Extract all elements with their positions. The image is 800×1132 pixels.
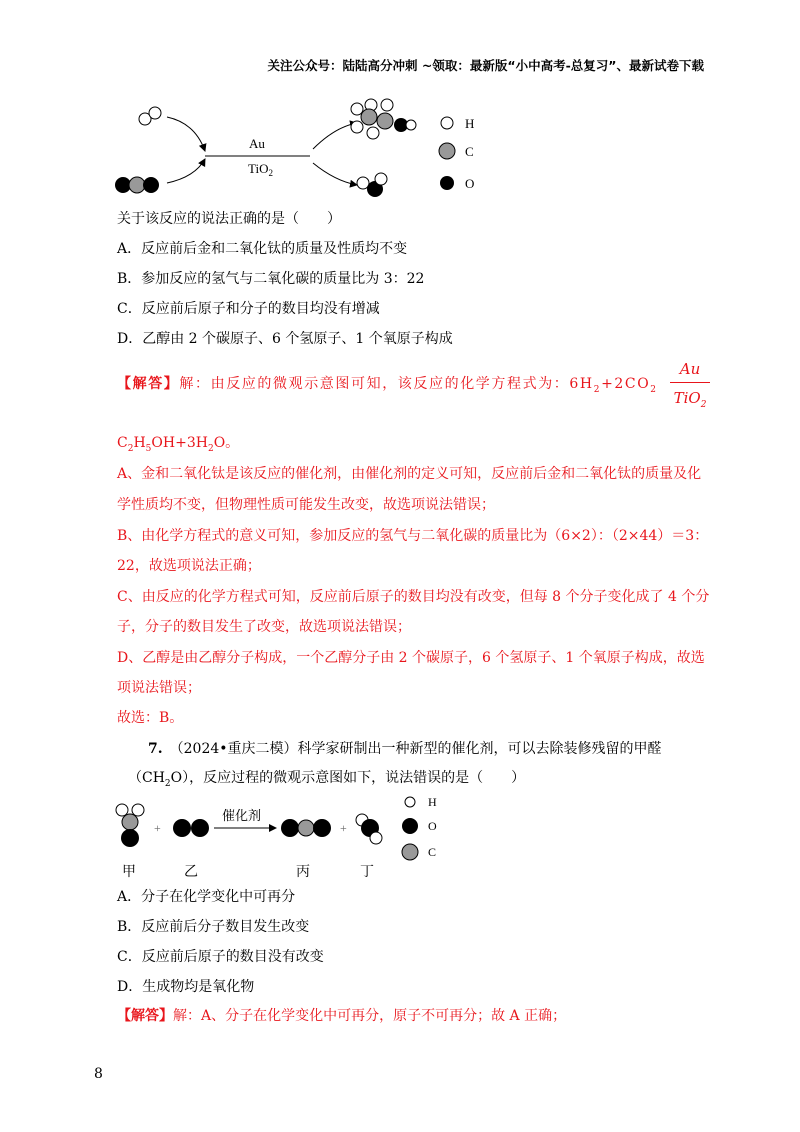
hydrogen-atom <box>357 177 369 189</box>
carbon-atom <box>129 177 145 193</box>
legend-h-label: H <box>428 795 437 809</box>
label-bing: 丙 <box>296 865 310 880</box>
hydrogen-atom <box>351 121 363 133</box>
arrow-out-top <box>313 123 357 149</box>
oxygen-atom <box>143 177 159 193</box>
q6-option-d: D．乙醇由 2 个碳原子、6 个氢原子、1 个氧原子构成 <box>117 331 453 347</box>
answer-tag: 【解答】 <box>117 376 180 392</box>
plus-sign: + <box>340 821 347 835</box>
fraction-top: Au <box>670 360 710 383</box>
q7-option-d: D．生成物均是氧化物 <box>117 979 255 995</box>
carbon-atom <box>361 109 377 125</box>
q6-explain-b2: 22，故选项说法正确； <box>117 558 261 574</box>
q6-explain-b1: B、由化学方程式的意义可知，参加反应的氢气与二氧化碳的质量比为（6×2）：（2×44）＝3： <box>117 528 709 544</box>
q6-explain-d2: 项说法错误； <box>117 680 201 696</box>
q7-option-c: C．反应前后原子的数目没有改变 <box>117 949 324 965</box>
legend-c-swatch <box>402 844 418 860</box>
plus-sign: + <box>154 821 161 835</box>
q6-equation-product: $C_2H_5OH+3H_2O$。 <box>117 435 240 454</box>
label-yi: 乙 <box>184 865 198 880</box>
label-ding: 丁 <box>360 865 374 880</box>
reaction-diagram-1 <box>105 95 505 205</box>
oxygen-atom <box>313 819 331 837</box>
arrow-out-bottom <box>313 163 357 185</box>
q6-explain-c1: C、由反应的化学方程式可知，反应前后原子的数目均没有改变，但每 8 个分子变化成了 4 个分 <box>117 589 710 605</box>
legend-o-swatch <box>440 176 454 190</box>
reaction-diagram-2 <box>110 790 470 882</box>
hydrogen-atom <box>351 103 363 115</box>
hydrogen-atom <box>375 173 387 185</box>
label-jia: 甲 <box>122 865 136 880</box>
oxygen-atom <box>173 819 191 837</box>
catalyst-tio2: TiO$_2$ <box>248 161 273 178</box>
carbon-atom <box>122 814 138 830</box>
q6-stem: 关于该反应的说法正确的是（ ） <box>117 211 341 227</box>
arrow-in-top <box>167 117 205 151</box>
hydrogen-atom <box>116 804 128 816</box>
q6-explain-c2: 子，分子的数目发生了改变，故选项说法错误； <box>117 619 411 635</box>
fraction-bottom: TiO$_2$ <box>673 389 707 410</box>
hydrogen-atom <box>367 127 379 139</box>
q7-number: 7. <box>148 741 163 757</box>
carbon-atom <box>377 113 393 129</box>
q7-option-a: A．分子在化学变化中可再分 <box>117 889 296 905</box>
hydrogen-atom <box>149 107 161 119</box>
carbon-atom <box>298 820 314 836</box>
q6-option-c: C．反应前后原子和分子的数目均没有增减 <box>117 301 380 317</box>
legend-c-label: C <box>465 144 474 159</box>
legend-c-label: C <box>428 845 437 859</box>
q7-stem-line1: 7. （2024•重庆二模）科学家研制出一种新型的催化剂，可以去除装修残留的甲醛 <box>148 741 662 757</box>
legend-h-swatch <box>441 117 453 129</box>
q6-explain-a2: 学性质均不变，但物理性质可能发生改变，故选项说法错误； <box>117 497 495 513</box>
hydrogen-atom <box>381 99 393 111</box>
q6-answer-intro: 【解答】解：由反应的微观示意图可知，该反应的化学方程式为：$6H_2+2CO_2$ <box>117 376 658 395</box>
legend-c-swatch <box>439 143 455 159</box>
q6-choice: 故选：B。 <box>117 710 184 726</box>
legend-o-swatch <box>402 818 418 834</box>
q6-option-a: A．反应前后金和二氧化钛的质量及性质均不变 <box>117 241 408 257</box>
q7-answer: 【解答】解：A、分子在化学变化中可再分，原子不可再分；故 A 正确； <box>117 1008 567 1024</box>
legend-o-label: O <box>428 819 437 833</box>
q6-option-b: B．参加反应的氢气与二氧化碳的质量比为 3：22 <box>117 271 425 287</box>
answer-tag: 【解答】 <box>117 1008 173 1024</box>
q7-stem-line2: $(CH_2O)$，反应过程的微观示意图如下，说法错误的是（ ） <box>128 770 526 789</box>
q6-explain-a1: A、金和二氧化钛是该反应的催化剂，由催化剂的定义可知，反应前后金和二氧化钛的质量及化 <box>117 466 702 482</box>
catalyst-au: Au <box>249 136 265 151</box>
oxygen-atom <box>281 819 299 837</box>
catalyst-label: 催化剂 <box>222 808 262 823</box>
hydrogen-atom <box>406 120 416 130</box>
oxygen-atom <box>191 819 209 837</box>
legend-h-label: H <box>465 116 475 131</box>
oxygen-atom <box>121 829 139 847</box>
q7-option-b: B．反应前后分子数目发生改变 <box>117 919 310 935</box>
q6-explain-d1: D、乙醇是由乙醇分子构成，一个乙醇分子由 2 个碳原子，6 个氢原子、1 个氧原子构成，故选 <box>117 650 705 666</box>
hydrogen-atom <box>370 832 382 844</box>
hydrogen-atom <box>132 804 144 816</box>
legend-h-swatch <box>405 797 415 807</box>
page-header: 关注公众号：陆陆高分冲刺 ~领取：最新版“小中高考-总复习”、最新试卷下载 <box>267 58 704 73</box>
arrow-in-bottom <box>167 159 205 183</box>
equation-catalyst-fraction <box>670 360 710 410</box>
page-number: 8 <box>94 1066 103 1082</box>
legend-o-label: O <box>465 176 475 191</box>
